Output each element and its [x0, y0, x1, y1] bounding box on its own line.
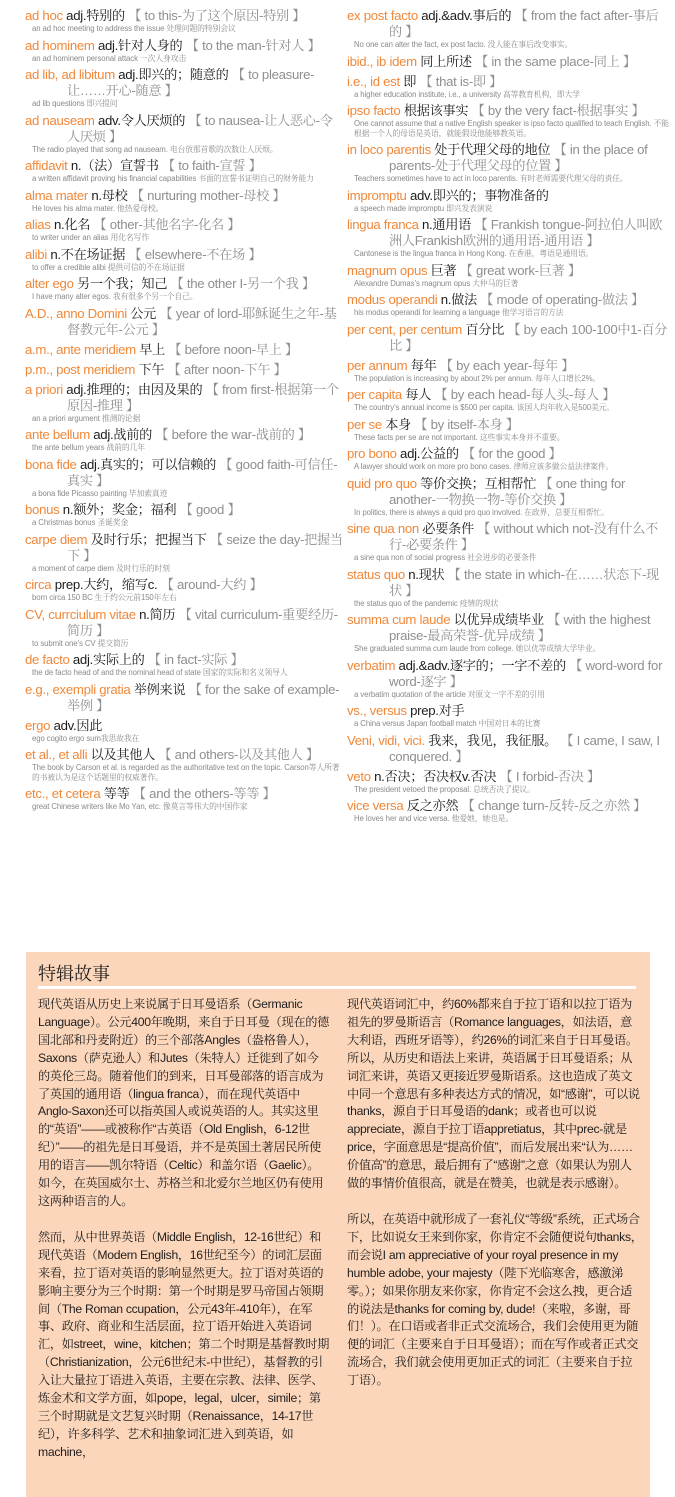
- entry-example: She graduated summa cum laude from college. 她以优等成绩大学毕业。: [354, 644, 601, 653]
- entry-term: bonus: [25, 502, 60, 517]
- entry-etymology: 【 the state in which-在……状态下-现状 】: [389, 566, 659, 598]
- entry-etymology: 【 for the good 】: [462, 446, 562, 461]
- glossary-entry: [347, 263, 669, 289]
- glossary-entry: [25, 457, 343, 499]
- entry-headline: [347, 567, 669, 599]
- entry-example: a moment of carpe diem 及时行乐的时刻: [32, 563, 170, 573]
- entry-example: No one can alter the fact, ex post facto. 没人能在事后改变事实。: [354, 40, 573, 49]
- glossary-entry: [25, 188, 343, 214]
- entry-example: a verbatim quotation of the article 对原文一字不差的引用: [354, 689, 545, 699]
- entry-example: great Chinese writers like Mo Yan, etc. 像莫言等伟大的中国作家: [32, 802, 248, 811]
- glossary-entry: [347, 358, 669, 384]
- feature-paragraph: 所以，在英语中就形成了一套礼仪“等级”系统，正式场合下，比如说女王来到你家，你肯定不会随便说句thanks，而会说I am appreciative of your royal presence in my humble adobe, your majesty（陛下光临寒舍，感激涕零。）；如果你朋友来你家，你肯定不会这么拽，更合适的说法是thanks for coming by, dude!（来啦，多谢，哥们！）。在口语或者非正式交流场合，我们会使用更为随便的词汇（主要来自于日耳曼语）；而在写作或者正式交流场合，我们就会使用更加正式的词汇（主要来自于拉丁语）。: [347, 1211, 643, 1388]
- entry-term: alias: [25, 217, 51, 232]
- entry-headline: [25, 276, 343, 292]
- entry-example: In politics, there is always a quid pro quo involved. 在政界，总要互相帮忙。: [354, 507, 609, 517]
- entry-definition: n.简历: [135, 606, 176, 622]
- entry-definition: 举例来说: [130, 681, 186, 697]
- entry-definition: 等价交换；互相帮忙: [416, 475, 537, 491]
- entry-etymology: 【 to the man-针对人 】: [185, 37, 321, 53]
- entry-etymology: 【 by each head-每人头-每人 】: [434, 387, 616, 402]
- glossary-entry: [347, 54, 669, 70]
- entry-term: e.g., exempli gratia: [25, 681, 131, 697]
- entry-headline: [25, 217, 343, 233]
- glossary-column-right: [347, 8, 669, 828]
- entry-definition: 等等: [100, 786, 130, 801]
- entry-term: ibid., ib idem: [347, 53, 417, 69]
- entry-example: a sine qua non of social progress 社会进步的必要条件: [354, 553, 537, 562]
- entry-etymology: 【 after noon-下午 】: [167, 361, 287, 377]
- entry-headline: [347, 612, 669, 644]
- entry-headline: [347, 703, 669, 719]
- entry-term: affidavit: [25, 158, 68, 173]
- entry-headline: [347, 292, 669, 308]
- glossary-entry: [25, 342, 343, 358]
- entry-term: per capita: [347, 387, 402, 402]
- glossary-entry: [347, 769, 669, 795]
- glossary-entry: [25, 532, 343, 574]
- entry-term: a priori: [25, 381, 63, 397]
- entry-example: an a priori argument 推测的论据: [32, 413, 141, 423]
- entry-etymology: 【 great work-巨著 】: [459, 262, 581, 278]
- entry-headline: [25, 652, 343, 668]
- entry-definition: 同上所述: [416, 53, 472, 69]
- entry-definition: n.额外；奖金；福利: [59, 502, 177, 517]
- entry-example: Alexandre Dumas’s magnum opus 大仲马的巨著: [354, 278, 519, 288]
- entry-headline: [25, 427, 343, 443]
- entry-definition: adv.即兴的；事物准备的: [406, 187, 549, 203]
- entry-etymology: 【 year of lord-耶稣诞生之年-基督教元年-公元 】: [67, 305, 337, 337]
- entry-definition: 巨著: [427, 262, 457, 278]
- glossary-entry: [25, 38, 343, 64]
- entry-definition: n.母校: [87, 187, 128, 203]
- entry-definition: 以优异成绩毕业: [450, 612, 544, 627]
- entry-example: an ad hoc meeting to address the issue 处理问题的特别会议: [32, 24, 236, 33]
- entry-definition: adv.令人厌烦的: [94, 112, 186, 128]
- entry-term: bona fide: [25, 456, 77, 472]
- entry-etymology: 【 that is-即 】: [419, 73, 503, 89]
- glossary-entry: [347, 417, 669, 443]
- entry-term: status quo: [347, 566, 405, 582]
- entry-definition: 即: [399, 73, 417, 89]
- entry-definition: adj.即兴的；随意的: [114, 67, 229, 82]
- entry-definition: adj.针对人身的: [94, 37, 183, 53]
- entry-headline: [25, 247, 343, 263]
- entry-example: a China versus Japan football match 中国对日本的比赛: [354, 719, 541, 728]
- glossary-entry: [25, 67, 343, 109]
- entry-definition: adj.推理的；由因及果的: [62, 381, 203, 397]
- entry-definition: adv.因此: [50, 717, 103, 733]
- entry-etymology: 【 nurturing mother-母校 】: [130, 187, 286, 203]
- glossary-entry: [25, 747, 343, 782]
- entry-definition: adj.公益的: [396, 446, 459, 461]
- entry-etymology: 【 to this-为了这个原因-特别 】: [128, 8, 306, 23]
- entry-term: de facto: [25, 652, 70, 667]
- entry-term: ad lib, ad libitum: [25, 67, 115, 82]
- entry-headline: [25, 747, 343, 763]
- entry-etymology: 【 in fact-实际 】: [147, 652, 244, 667]
- entry-example: the status quo of the pandemic 疫情的现状: [354, 598, 499, 608]
- title-divider: [38, 986, 636, 989]
- glossary-entry: [347, 322, 669, 354]
- entry-headline: [25, 502, 343, 518]
- glossary-entry: [347, 74, 669, 100]
- glossary-column-left: [25, 8, 343, 816]
- glossary-entry: [25, 382, 343, 424]
- entry-definition: 处于代理父母的地位: [430, 142, 551, 157]
- entry-headline: [25, 607, 343, 639]
- entry-headline: [347, 8, 669, 40]
- entry-example: born circa 150 BC 生于约公元前150年左右: [32, 593, 177, 602]
- entry-definition: 下午: [135, 361, 165, 377]
- entry-term: per se: [347, 416, 382, 432]
- entry-definition: 公元: [126, 305, 157, 321]
- entry-headline: [347, 658, 669, 690]
- entry-term: i.e., id est: [347, 73, 400, 89]
- entry-definition: adj.特别的: [62, 8, 125, 23]
- entry-term: pro bono: [347, 446, 397, 461]
- entry-headline: [25, 577, 343, 593]
- entry-etymology: 【 mode of operating-做法 】: [480, 292, 644, 307]
- entry-etymology: 【 by the very fact-根据事实 】: [471, 103, 645, 118]
- glossary-entry: [25, 362, 343, 378]
- entry-example: The country's annual income is $500 per capita. 该国人均年收入是500美元。: [354, 403, 615, 412]
- entry-term: ante bellum: [25, 427, 90, 442]
- entry-etymology: 【 vital curriculum-重要经历-简历 】: [67, 606, 338, 638]
- glossary-entry: [25, 502, 343, 528]
- entry-headline: [347, 103, 669, 119]
- entry-term: Veni, vidi, vici.: [347, 732, 425, 748]
- glossary-entry: [347, 658, 669, 700]
- entry-term: a.m., ante meridiem: [25, 341, 136, 357]
- entry-etymology: 【 from first-根据第一个原因-推理 】: [67, 381, 339, 413]
- feature-paragraph: 现代英语从历史上来说属于日耳曼语系（Germanic Language）。公元400年晚期，来自于日耳曼（现在的德国北部和丹麦附近）的三个部落Angles（盎格鲁人），Saxons（萨克逊人）和Jutes（朱特人）迁徙到了如今的英伦三岛。随着他们的到来，日耳曼部落的语言成为了英国的通用语（lingua franca），而在现代英语中Anglo-Saxon还可以指英国人或说英语的人。其实这里的“英语”——或被称作“古英语（Old English，6-12世纪）”——的祖先是日耳曼语，并不是英国土著居民所使用的语言——凯尔特语（Celtic）和盖尔语（Gaelic）。如今，在英国威尔士、苏格兰和北爱尔兰地区仍有使用这两种语言的人。: [38, 997, 330, 1208]
- glossary-entry: [347, 703, 669, 729]
- entry-definition: adj.真实的；可以信赖的: [76, 456, 216, 472]
- entry-headline: [25, 8, 343, 24]
- entry-headline: [347, 142, 669, 174]
- entry-term: quid pro quo: [347, 475, 417, 491]
- entry-headline: [25, 38, 343, 54]
- entry-term: CV, currciulum vitae: [25, 606, 136, 622]
- entry-definition: n.现状: [404, 566, 445, 582]
- entry-definition: n.不在场证据: [46, 246, 126, 262]
- glossary-entry: [25, 306, 343, 338]
- feature-column-left: [38, 996, 330, 1480]
- entry-headline: [347, 521, 669, 553]
- entry-term: etc., et cetera: [25, 786, 101, 801]
- entry-example: a written affidavit proving his financial capabilities 书面的宣誓书证明自己的财务能力: [32, 174, 314, 183]
- entry-etymology: 【 to nausea-让人恶心-令人厌烦 】: [67, 112, 333, 144]
- entry-example: He loves her and vice versa. 他爱她，她也是。: [354, 814, 514, 823]
- glossary-entry: [25, 607, 343, 649]
- entry-example: an ad hominem personal attack 一次人身攻击: [32, 53, 187, 63]
- entry-term: circa: [25, 577, 52, 592]
- entry-definition: 我来，我见，我征服。: [424, 732, 557, 748]
- entry-example: A lawyer should work on more pro bono cases. 律师应该多做公益法律案件。: [354, 462, 614, 471]
- entry-headline: [25, 682, 343, 714]
- feature-story-panel: [26, 952, 650, 1497]
- entry-example: the ante bellum years 战前的几年: [32, 443, 145, 452]
- entry-headline: [25, 786, 343, 802]
- entry-example: ego cogito ergo sum我思故我在: [32, 733, 140, 743]
- glossary-entry: [25, 718, 343, 744]
- entry-etymology: 【 elsewhere-不在场 】: [128, 246, 262, 262]
- entry-example: The book by Carson et al. is regarded as the authoritative text on the topic. Carson等人所著的书被认为是这个话题里的权威著作。: [32, 763, 340, 782]
- entry-etymology: 【 to pleasure-让……开心-随意 】: [67, 67, 315, 98]
- entry-definition: n.做法: [437, 292, 477, 307]
- entry-headline: [25, 382, 343, 414]
- entry-example: He loves his alma mater. 他热爱母校。: [32, 203, 164, 213]
- entry-definition: adj.&adv.逐字的；一字不差的: [395, 657, 566, 673]
- entry-definition: 根据该事实: [400, 103, 469, 118]
- entry-term: per annum: [347, 357, 408, 373]
- entry-etymology: 【 and the others-等等 】: [132, 786, 276, 801]
- entry-definition: 百分比: [461, 321, 504, 337]
- entry-term: alter ego: [25, 276, 74, 291]
- entry-headline: [25, 362, 343, 378]
- feature-column-right: [347, 996, 643, 1408]
- feature-story-title: 特辑故事: [38, 964, 110, 984]
- glossary-entry: [347, 8, 669, 50]
- glossary-entry: [25, 158, 343, 184]
- entry-definition: 本身: [381, 416, 411, 432]
- entry-headline: [347, 476, 669, 508]
- entry-headline: [347, 798, 669, 814]
- glossary-entry: [25, 217, 343, 243]
- entry-headline: [25, 188, 343, 204]
- entry-definition: n.通用语: [418, 217, 472, 232]
- entry-headline: [347, 769, 669, 785]
- entry-headline: [347, 188, 669, 204]
- entry-example: to writer under an alias 用化名写作: [32, 233, 150, 242]
- entry-definition: adj.战前的: [89, 427, 152, 442]
- entry-term: p.m., post meridiem: [25, 361, 136, 377]
- glossary-entry: [25, 682, 343, 714]
- entry-etymology: 【 in the place of parents-处于代理父母的位置 】: [389, 142, 648, 173]
- entry-example: The population is increasing by about 2% per annum. 每年人口增长2%。: [354, 373, 601, 383]
- entry-headline: [347, 217, 669, 249]
- entry-headline: [25, 67, 343, 99]
- entry-definition: 早上: [135, 341, 165, 357]
- entry-etymology: 【 and others-以及其他人 】: [158, 747, 319, 762]
- glossary-entry: [347, 567, 669, 609]
- entry-term: sine qua non: [347, 521, 419, 536]
- glossary-entry: [347, 103, 669, 138]
- entry-term: alma mater: [25, 187, 88, 203]
- feature-paragraph: 然而，从中世界英语（Middle English，12-16世纪）和现代英语（Modern English，16世纪至今）的词汇层面来看，拉丁语对英语的影响显然更大。拉丁语对英语的影响主要分为三个时期：第一个时期是罗马帝国占领期间（The Roman ccupation，公元43年-410年），在军事、政府、商业和生活层面，拉丁语开始进入英语词汇，如street，wine，kitchen；第二个时期是基督教时期（Christianization，公元6世纪末-中世纪），基督教的引入让大量拉丁语进入英语，主要在宗教、法律、医学、炼金术和文学方面，如pope，legal，ulcer，simile；第三个时期就是文艺复兴时期（Renaissance，14-17世纪），许多科学、艺术和抽象词汇进入到英语，如machine，: [38, 1229, 330, 1459]
- glossary-entry: [25, 577, 343, 603]
- entry-term: lingua franca: [347, 217, 419, 232]
- entry-term: verbatim: [347, 657, 396, 673]
- entry-headline: [25, 158, 343, 174]
- glossary-entry: [25, 8, 343, 34]
- entry-example: The radio played that song ad nauseam. 电台放那首歌的次数让人厌烦。: [32, 144, 278, 154]
- entry-headline: [347, 417, 669, 433]
- entry-example: a bona fide Picasso painting 毕加索真迹: [32, 488, 168, 498]
- glossary-entry: [347, 387, 669, 413]
- entry-term: ad hominem: [25, 37, 95, 53]
- glossary-entry: [347, 798, 669, 824]
- entry-etymology: 【 to faith-宣誓 】: [161, 158, 262, 173]
- entry-etymology: 【 the other I-另一个我 】: [170, 276, 315, 291]
- entry-term: ad nauseam: [25, 112, 95, 128]
- entry-example: One cannot assume that a native English speaker is ipso facto qualified to teach English. 不能根据一个人的母语是英语，就能假设他能够教英语。: [354, 119, 669, 138]
- entry-headline: [25, 342, 343, 358]
- glossary-entry: [347, 521, 669, 563]
- entry-term: impromptu: [347, 187, 407, 203]
- entry-term: et al., et alli: [25, 747, 88, 762]
- entry-definition: n.（法）宣誓书: [67, 158, 159, 173]
- entry-definition: 及时行乐；把握当下: [87, 531, 207, 547]
- entry-example: I have many alter egos. 我有很多个另一个自己。: [32, 292, 198, 301]
- entry-etymology: 【 from the fact after-事后的 】: [389, 8, 659, 39]
- glossary-entry: [347, 217, 669, 259]
- entry-headline: [25, 113, 343, 145]
- entry-definition: 反之亦然: [403, 798, 459, 813]
- entry-example: Teachers sometimes have to act in loco parentis. 有时老师需要代理父母的责任。: [354, 174, 628, 183]
- entry-term: ergo: [25, 717, 51, 733]
- entry-etymology: 【 one thing for another-一物换一物-等价交换 】: [389, 475, 626, 507]
- entry-headline: [25, 532, 343, 564]
- entry-definition: n.化名: [50, 217, 91, 232]
- entry-headline: [25, 306, 343, 338]
- entry-definition: 每人: [401, 387, 432, 402]
- entry-etymology: 【 before noon-早上 】: [168, 341, 298, 357]
- entry-term: carpe diem: [25, 531, 88, 547]
- entry-etymology: 【 I forbid-否决 】: [499, 768, 600, 784]
- entry-headline: [347, 446, 669, 462]
- entry-term: modus operandi: [347, 292, 438, 307]
- glossary-entry: [25, 652, 343, 678]
- entry-example: to offer a credible alibi 提供可信的不在场证据: [32, 262, 185, 272]
- entry-term: magnum opus: [347, 262, 428, 278]
- glossary-entry: [25, 786, 343, 812]
- entry-etymology: 【 Frankish tongue-阿拉伯人叫欧洲人Frankish欧洲的通用语-通用语 】: [389, 217, 663, 248]
- entry-etymology: 【 for the sake of example-举例 】: [67, 681, 340, 713]
- entry-headline: [347, 387, 669, 403]
- glossary-entry: [347, 612, 669, 654]
- glossary-entry: [25, 276, 343, 302]
- entry-headline: [347, 74, 669, 90]
- entry-definition: adj.实际上的: [69, 652, 145, 667]
- entry-term: ipso facto: [347, 103, 401, 118]
- entry-term: summa cum laude: [347, 612, 451, 627]
- entry-term: per cent, per centum: [347, 321, 462, 337]
- glossary-entry: [347, 292, 669, 318]
- entry-definition: 另一个我；知己: [73, 276, 168, 291]
- entry-headline: [347, 733, 669, 765]
- feature-paragraph: 现代英语词汇中，约60%都来自于拉丁语和以拉丁语为祖先的罗曼斯语言（Romance languages，如法语，意大利语，西班牙语等），约26%的词汇来自于日耳曼语。所以，从历史和语法上来讲，英语属于日耳曼语系；从词汇来讲，英语又更接近罗曼斯语系。这也造成了英文中同一个意思有多种表达方式的情况，如“感谢”，可以说thanks，源自于日耳曼语的dank；或者也可以说appreciate，源自于拉丁语appretiatus，其中prec-就是price，字面意思是“提高价值”，而后发展出来“认为……价值高”的意思，最后拥有了“感谢”之意（如果认为别人做的事情价值很高，就是在赞美，也就是表示感谢）。: [347, 997, 640, 1191]
- entry-term: ex post facto: [347, 8, 418, 23]
- glossary-entry: [25, 427, 343, 453]
- entry-definition: 每年: [407, 357, 437, 373]
- entry-term: veto: [347, 768, 371, 784]
- entry-etymology: 【 by each year-每年 】: [439, 357, 575, 373]
- entry-definition: prep.大约，缩写c.: [51, 577, 158, 592]
- entry-example: The president vetoed the proposal. 总统否决了提议。: [354, 784, 535, 794]
- glossary-entry: [347, 733, 669, 765]
- entry-definition: prep.对手: [406, 703, 465, 718]
- entry-headline: [347, 358, 669, 374]
- entry-example: a speech made impromptu 即兴发表演说: [354, 203, 493, 213]
- entry-definition: 以及其他人: [87, 747, 156, 762]
- glossary-entry: [347, 188, 669, 214]
- entry-example: These facts per se are not important. 这些事实本身并不重要。: [354, 432, 565, 442]
- entry-definition: n.否决；否决权v.否决: [370, 768, 497, 784]
- entry-etymology: 【 good faith-可信任-真实 】: [67, 456, 338, 488]
- entry-term: alibi: [25, 246, 47, 262]
- entry-etymology: 【 I came, I saw, I conquered. 】: [389, 732, 660, 764]
- entry-headline: [347, 322, 669, 354]
- entry-term: in loco parentis: [347, 142, 431, 157]
- entry-etymology: 【 around-大约 】: [160, 577, 263, 592]
- entry-etymology: 【 change turn-反转-反之亦然 】: [461, 798, 647, 813]
- glossary-entry: [347, 476, 669, 518]
- entry-term: vs., versus: [347, 703, 407, 718]
- entry-etymology: 【 in the same place-同上 】: [475, 53, 636, 69]
- entry-example: Cantonese is the lingua franca in Hong Kong. 在香港，粤语是通用语。: [354, 249, 594, 258]
- entry-etymology: 【 without which not-没有什么不行-必要条件 】: [389, 521, 659, 552]
- entry-etymology: 【 other-其他名字-化名 】: [93, 217, 241, 232]
- entry-etymology: 【 good 】: [179, 502, 241, 517]
- entry-etymology: 【 by itself-本身 】: [414, 416, 519, 432]
- entry-etymology: 【 before the war-战前的 】: [155, 427, 311, 442]
- entry-example: the de facto head of and the nominal head of state 国家的实际和名义领导人: [32, 668, 288, 677]
- entry-headline: [347, 54, 669, 70]
- entry-term: vice versa: [347, 798, 404, 813]
- entry-term: A.D., anno Domini: [25, 305, 127, 321]
- entry-etymology: 【 seize the day-把握当下 】: [67, 531, 343, 563]
- entry-example: to submit one’s CV 提交简历: [32, 638, 129, 648]
- entry-example: a higher education institute, i.e., a university 高等教育机构，即大学: [354, 89, 580, 99]
- entry-headline: [25, 457, 343, 489]
- entry-etymology: 【 with the highest praise-最高荣誉-优异成绩 】: [389, 612, 651, 643]
- glossary-entry: [25, 113, 343, 155]
- entry-etymology: 【 word-word for word-逐字 】: [389, 657, 663, 689]
- entry-headline: [347, 263, 669, 279]
- entry-term: ad hoc: [25, 8, 63, 23]
- entry-headline: [25, 718, 343, 734]
- entry-example: a Christmas bonus 圣诞奖金: [32, 518, 129, 527]
- entry-etymology: 【 by each 100-100中1-百分比 】: [389, 321, 668, 353]
- entry-definition: 必要条件: [418, 521, 474, 536]
- entry-example: his modus operandi for learning a language 他学习语言的方法: [354, 308, 564, 317]
- entry-definition: adj.&adv.事后的: [417, 8, 512, 23]
- glossary-entry: [347, 142, 669, 184]
- glossary-entry: [347, 446, 669, 472]
- glossary-entry: [25, 247, 343, 273]
- entry-example: ad lib questions 即兴提问: [32, 99, 118, 108]
